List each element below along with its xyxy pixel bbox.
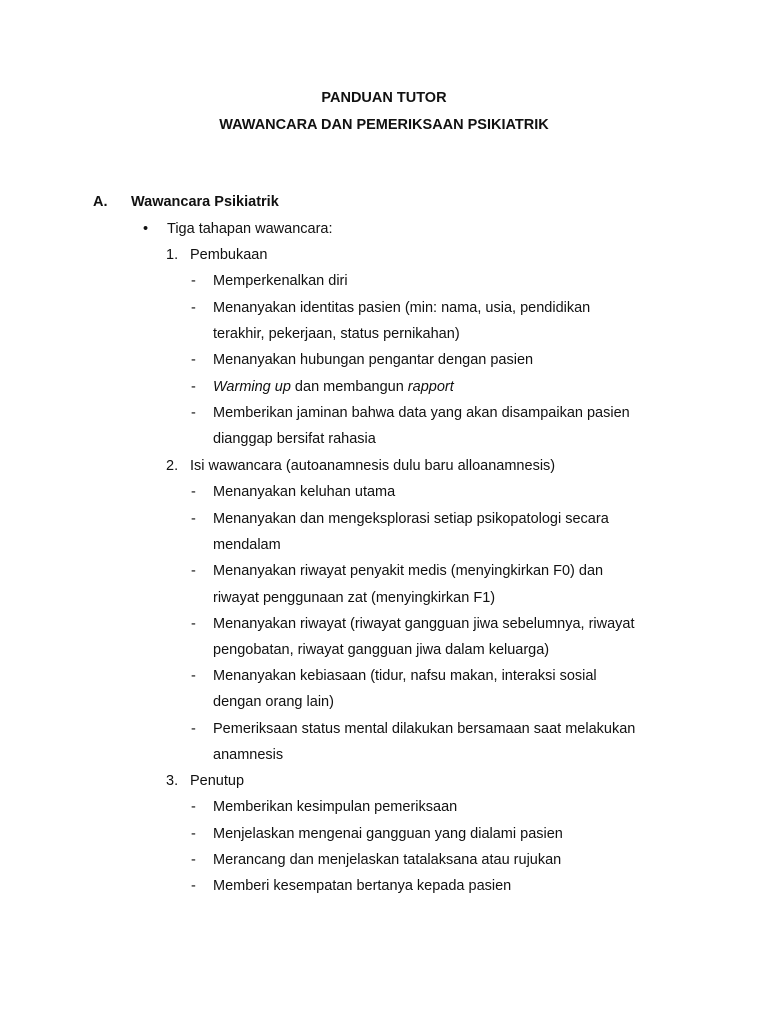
italic-term: rapport bbox=[407, 379, 454, 395]
section-letter: A. bbox=[93, 194, 108, 210]
dash-marker: - bbox=[191, 273, 196, 289]
step-number: 3. bbox=[166, 773, 179, 789]
list-item: Menanyakan kebiasaan (tidur, nafsu makan, interaksi sosial bbox=[213, 668, 597, 684]
dash-marker: - bbox=[191, 379, 196, 395]
dash-marker: - bbox=[191, 668, 196, 684]
list-item: Menanyakan riwayat (riwayat gangguan jiwa sebelumnya, riwayat bbox=[213, 616, 635, 632]
list-item: Memberikan jaminan bahwa data yang akan disampaikan pasien bbox=[213, 405, 630, 421]
list-item-continuation: riwayat penggunaan zat (menyingkirkan F1) bbox=[213, 590, 496, 606]
list-item bbox=[213, 378, 454, 396]
step-title: Penutup bbox=[190, 773, 245, 789]
dash-marker: - bbox=[191, 878, 196, 894]
dash-marker: - bbox=[191, 484, 196, 500]
dash-marker: - bbox=[191, 405, 196, 421]
dash-marker: - bbox=[191, 826, 196, 842]
italic-term: Warming up bbox=[213, 379, 291, 395]
section-title: Wawancara Psikiatrik bbox=[131, 194, 279, 210]
step-title: Isi wawancara (autoanamnesis dulu baru alloanamnesis) bbox=[190, 458, 556, 474]
dash-marker: - bbox=[191, 511, 196, 527]
list-item-continuation: terakhir, pekerjaan, status pernikahan) bbox=[213, 326, 460, 342]
list-item: Menanyakan dan mengeksplorasi setiap psikopatologi secara bbox=[213, 511, 609, 527]
step-number: 1. bbox=[166, 247, 179, 263]
list-item: Menanyakan keluhan utama bbox=[213, 484, 396, 500]
list-item: Memberikan kesimpulan pemeriksaan bbox=[213, 799, 458, 815]
list-item-continuation: dengan orang lain) bbox=[213, 694, 334, 710]
list-item: Pemeriksaan status mental dilakukan bersamaan saat melakukan bbox=[213, 721, 636, 737]
list-item: Menjelaskan mengenai gangguan yang dialami pasien bbox=[213, 826, 563, 842]
step-number: 2. bbox=[166, 458, 179, 474]
list-item: Merancang dan menjelaskan tatalaksana atau rujukan bbox=[213, 852, 562, 868]
dash-marker: - bbox=[191, 721, 196, 737]
list-item-continuation: anamnesis bbox=[213, 747, 284, 763]
dash-marker: - bbox=[191, 616, 196, 632]
list-item: Menanyakan hubungan pengantar dengan pasien bbox=[213, 352, 534, 368]
dash-marker: - bbox=[191, 799, 196, 815]
plain-text: dan membangun bbox=[290, 379, 408, 395]
dash-marker: - bbox=[191, 300, 196, 316]
list-item-continuation: mendalam bbox=[213, 537, 281, 553]
list-item-continuation: pengobatan, riwayat gangguan jiwa dalam keluarga) bbox=[213, 642, 550, 658]
document-subtitle: WAWANCARA DAN PEMERIKSAAN PSIKIATRIK bbox=[219, 117, 549, 133]
dash-marker: - bbox=[191, 352, 196, 368]
dash-marker: - bbox=[191, 563, 196, 579]
list-item: Menanyakan identitas pasien (min: nama, usia, pendidikan bbox=[213, 300, 591, 316]
list-item: Menanyakan riwayat penyakit medis (menyingkirkan F0) dan bbox=[213, 563, 604, 579]
document-title: PANDUAN TUTOR bbox=[321, 90, 447, 106]
bullet-text: Tiga tahapan wawancara: bbox=[167, 221, 333, 237]
list-item: Memberi kesempatan bertanya kepada pasien bbox=[213, 878, 512, 894]
step-title: Pembukaan bbox=[190, 247, 268, 263]
list-item: Memperkenalkan diri bbox=[213, 273, 348, 289]
dash-marker: - bbox=[191, 852, 196, 868]
list-item-continuation: dianggap bersifat rahasia bbox=[213, 431, 376, 447]
bullet-symbol: • bbox=[143, 221, 149, 237]
